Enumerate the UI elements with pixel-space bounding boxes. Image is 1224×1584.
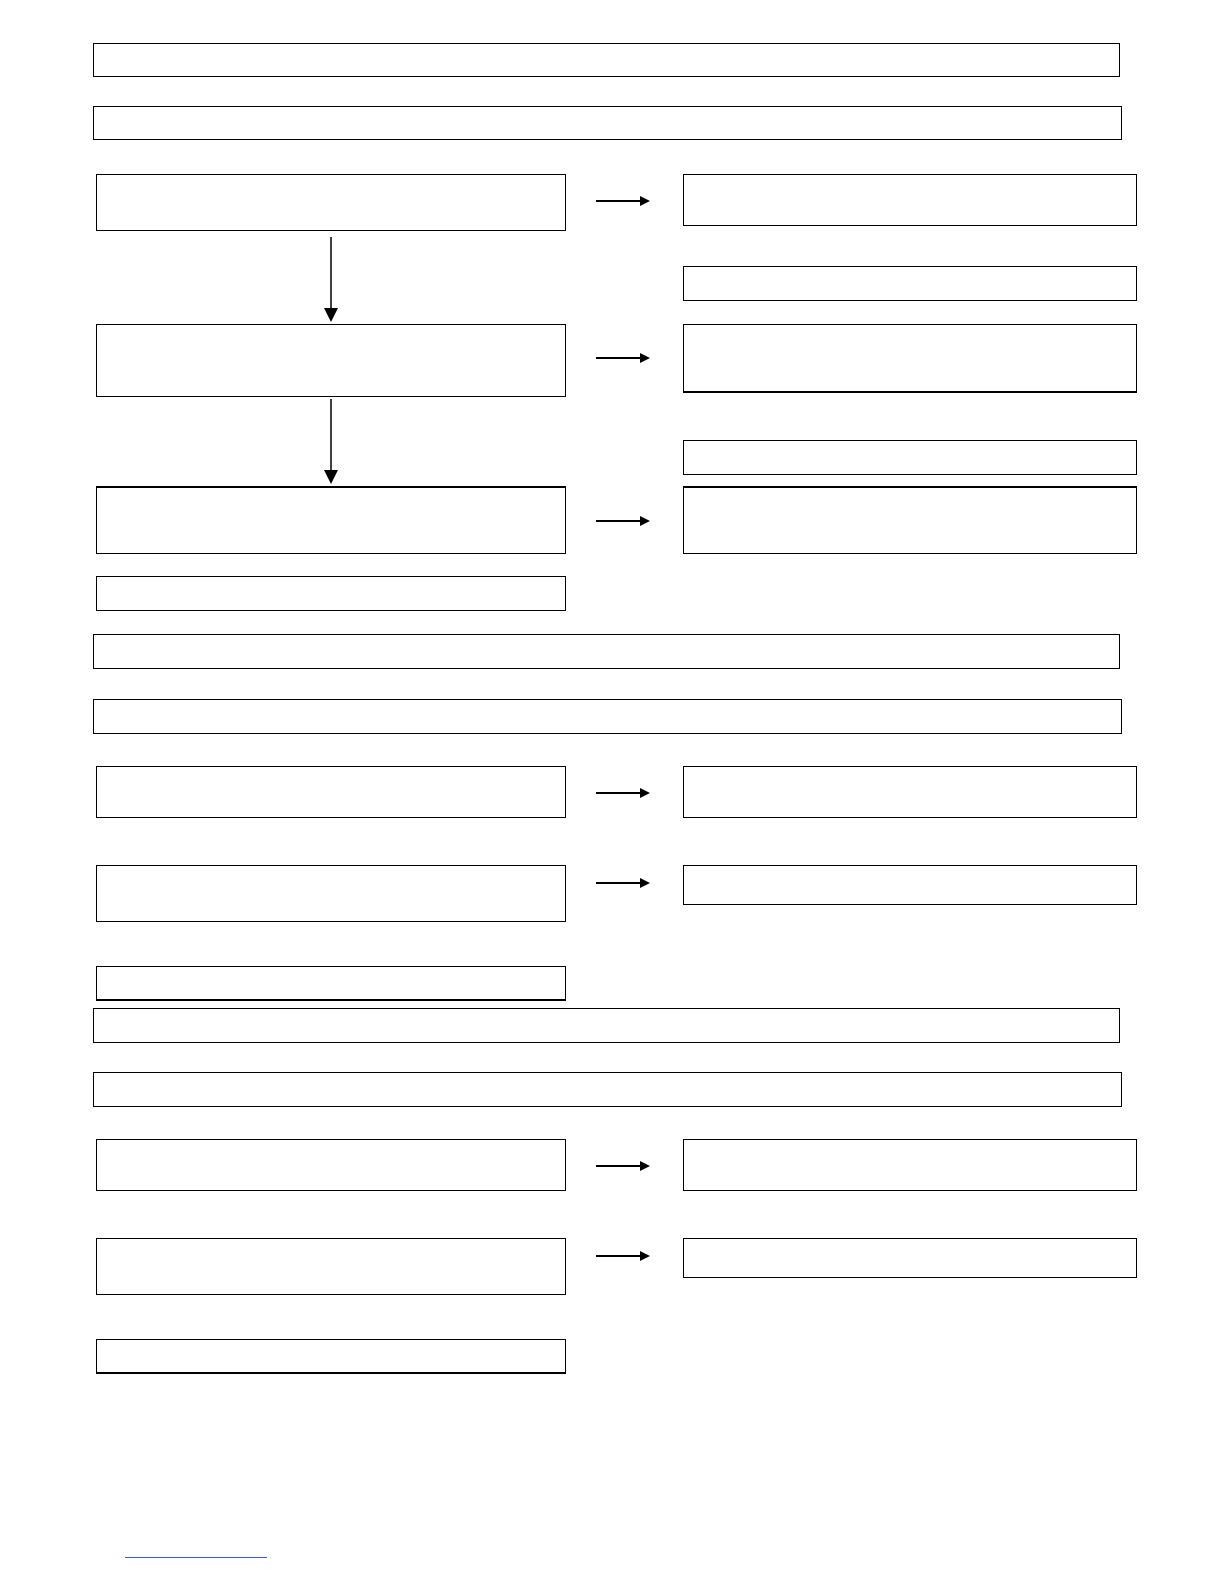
footer-link-underline [125,1557,267,1558]
